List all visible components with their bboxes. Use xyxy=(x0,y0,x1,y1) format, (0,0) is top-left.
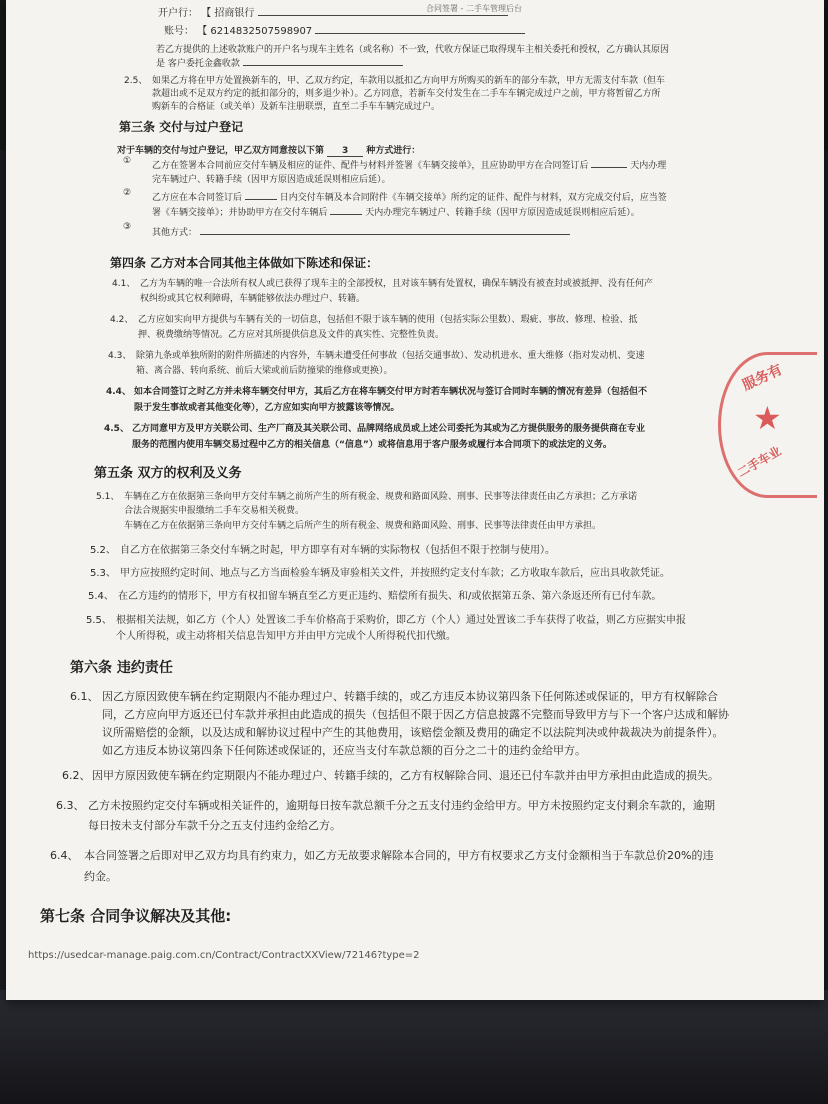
bank-name-blank xyxy=(258,15,508,16)
clause-6-4-line-2: 约金。 xyxy=(84,870,117,883)
option-3-text: 其他方式： xyxy=(152,228,198,238)
clause-2-5-num: 2.5、 xyxy=(124,76,148,86)
clause-2-5-line-1: 如果乙方将在甲方处置换新车的，甲、乙双方约定，车款用以抵扣乙方向甲方所购买的新车的部分车款，甲方无需支付车款（但车 xyxy=(152,76,666,86)
clause-5-3-line-1: 甲方应按照约定时间、地点与乙方当面检验车辆及审验相关文件，并按照约定支付车款；乙方收取车款后，应出具收款凭证。 xyxy=(120,568,670,579)
clause-6-1-num: 6.1、 xyxy=(70,690,99,703)
option-2-blank-1 xyxy=(245,199,277,200)
option-1-tail: 天内办理 xyxy=(630,161,667,171)
clause-4-1-line-1: 乙方为车辆的唯一合法所有权人或已获得了现车主的全部授权，且对该车辆有处置权，确保车辆没有被查封或被抵押、没有任何产 xyxy=(140,279,654,289)
clause-5-3-num: 5.3、 xyxy=(90,568,116,579)
company-seal-stamp xyxy=(718,352,817,498)
option-2-mark: ② xyxy=(123,188,132,198)
clause-5-1-num: 5.1、 xyxy=(96,492,120,502)
proxy-paragraph-2 xyxy=(156,56,403,69)
clause-4-4-line-1: 如本合同签订之时乙方并未将车辆交付甲方，其后乙方在将车辆交付甲方时若车辆状况与签订合同时车辆的情况有差异（包括但不 xyxy=(134,387,648,397)
bank-name-value: 【 招商银行 xyxy=(201,8,255,19)
clause-5-1-line-2: 合法合规据实申报缴纳二手车交易相关税费。 xyxy=(124,506,305,516)
clause-5-1-line-3: 车辆在乙方在依据第三条向甲方交付车辆之后所产生的所有税金、规费和路面风险、刑事、民事等法律责任由甲方承担。 xyxy=(124,521,602,531)
clause-4-2-num: 4.2、 xyxy=(110,315,134,325)
option-1-mark: ① xyxy=(123,156,132,166)
page-url-footer: https://usedcar-manage.paig.com.cn/Contract/ContractXXView/72146?type=2 xyxy=(28,950,420,961)
clause-5-4-line-1: 在乙方违约的情形下，甲方有权扣留车辆直至乙方更正违约、赔偿所有损失、和/或依据第五条、第六条返还所有已付车款。 xyxy=(118,591,662,602)
stamp-text-top: 服务有 xyxy=(740,361,785,395)
option-3-line xyxy=(152,225,570,238)
clause-4-3-num: 4.3、 xyxy=(108,351,132,361)
section-5-title: 第五条 双方的权利及义务 xyxy=(94,466,242,481)
bank-name-label: 开户行： xyxy=(158,8,198,19)
option-2-blank-2 xyxy=(330,214,362,215)
clause-2-5-line-3: 购新车的合格证（或关单）及新车注册联票，直至二手车车辆完成过户。 xyxy=(152,102,441,112)
clause-4-1-line-2: 权纠纷或其它权利障碍，车辆能够依法办理过户、转籍。 xyxy=(140,294,366,304)
account-label: 账号： xyxy=(164,26,194,37)
account-row xyxy=(164,22,525,37)
proxy-blank xyxy=(243,65,403,66)
option-1-text: 乙方在签署本合同前应交付车辆及相应的证件、配件与材料并签署《车辆交接单》，且应协助甲方在合同签订后 xyxy=(152,161,589,171)
stamp-text-bottom: 二手车业 xyxy=(734,443,784,480)
clause-4-1-num: 4.1、 xyxy=(112,279,136,289)
option-1-line-1 xyxy=(152,158,666,171)
section-3-choice: 3 xyxy=(327,146,363,157)
clause-6-1-line-3: 议所需赔偿的金额，以及达成和解协议过程中产生的其他费用，该赔偿金额及费用的确定不以法院判决或仲裁裁决为前提条件）。 xyxy=(102,726,724,739)
clause-2-5-line-2: 款超出或不足双方约定的抵扣部分的，则多退少补）。乙方同意，若新车交付发生在二手车车辆完成过户之前，甲方将暂留乙方所 xyxy=(152,89,661,99)
clause-5-2-num: 5.2、 xyxy=(90,545,116,556)
clause-5-4-num: 5.4、 xyxy=(88,591,114,602)
proxy-paragraph-1: 若乙方提供的上述收款账户的开户名与现车主姓名（或名称）不一致，代收方保证已取得现车主相关委托和授权，乙方确认其原因 xyxy=(156,45,670,55)
clause-5-2-line-1: 自乙方在依据第三条交付车辆之时起，甲方即享有对车辆的实际物权（包括但不限于控制与使用）。 xyxy=(120,545,555,556)
clause-6-1-line-4: 如乙方违反本协议第四条下任何陈述或保证的，还应当支付车款总额的百分之二十的违约金给甲方。 xyxy=(102,744,586,757)
option-2-text: 乙方应在本合同签订后 xyxy=(152,193,243,203)
clause-6-1-line-2: 同，乙方应向甲方返还已付车款并承担由此造成的损失（包括但不限于因乙方信息披露不完整而导致甲方与下一个客户达成和解协 xyxy=(102,708,729,721)
clause-5-5-line-1: 根据相关法规，如乙方（个人）处置该二手车价格高于采购价，即乙方（个人）通过处置该二手车获得了收益，则乙方应据实申报 xyxy=(116,615,686,626)
clause-6-3-line-1: 乙方未按照约定交付车辆或相关证件的，逾期每日按车款总额千分之五支付违约金给甲方。甲方未按照约定支付剩余车款的，逾期 xyxy=(88,799,715,812)
clause-4-4-line-2: 限于发生事故或者其他变化等），乙方应如实向甲方披露该等情况。 xyxy=(134,403,400,413)
section-3-intro-text: 对于车辆的交付与过户登记，甲乙双方同意按以下第 xyxy=(117,146,325,156)
clause-6-1-line-1: 因乙方原因致使车辆在约定期限内不能办理过户、转籍手续的，或乙方违反本协议第四条下任何陈述或保证的，甲方有权解除合 xyxy=(102,690,718,703)
clause-4-5-num: 4.5、 xyxy=(104,424,129,434)
clause-6-3-num: 6.3、 xyxy=(56,799,85,812)
option-3-blank xyxy=(200,234,570,235)
section-3-intro-tail: 种方式进行： xyxy=(366,146,421,156)
section-3-title: 第三条 交付与过户登记 xyxy=(119,120,244,134)
option-1-line-2: 完车辆过户、转籍手续（因甲方原因造成延误则相应后延）。 xyxy=(152,175,391,185)
bank-name-row xyxy=(158,4,508,19)
desk-surface xyxy=(0,990,828,1104)
section-7-title: 第七条 合同争议解决及其他: xyxy=(40,907,232,925)
clause-4-3-line-2: 箱、离合器、转向系统、前后大梁或前后防撞梁的维修或更换）。 xyxy=(136,366,393,376)
clause-6-4-num: 6.4、 xyxy=(50,849,79,862)
option-1-blank xyxy=(591,167,627,168)
clause-6-4-line-1: 本合同签署之后即对甲乙双方均具有约束力，如乙方无故要求解除本合同的，甲方有权要求乙方支付金额相当于车款总价20%的违 xyxy=(84,849,714,862)
clause-6-3-line-2: 每日按未支付部分车款千分之五支付违约金给乙方。 xyxy=(88,819,341,832)
page-header-banner: 合同签署 - 二手车管理后台 xyxy=(426,4,522,13)
contract-page xyxy=(6,0,824,1000)
clause-6-2-num: 6.2、 xyxy=(62,769,91,782)
clause-4-2-line-2: 押、税费缴纳等情况。乙方应对其所提供信息及文件的真实性、完整性负责。 xyxy=(138,330,445,340)
clause-5-5-line-2: 个人所得税，或主动将相关信息告知甲方并由甲方完成个人所得税代扣代缴。 xyxy=(116,631,456,642)
clause-4-3-line-1: 除第九条或单独所附的附件所描述的内容外，车辆未遭受任何事故（包括交通事故）、发动机进水、重大维修（指对发动机、变速 xyxy=(136,351,645,361)
section-6-title: 第六条 违约责任 xyxy=(70,660,173,676)
clause-4-5-line-1: 乙方同意甲方及甲方关联公司、生产厂商及其关联公司、品牌网络成员或上述公司委托为其或为乙方提供服务的服务提供商在专业 xyxy=(132,424,646,434)
account-value: 【 6214832507598907 xyxy=(197,26,313,37)
clause-4-5-line-2: 服务的范围内使用车辆交易过程中乙方的相关信息（“信息”）或将信息用于客户服务或履行本合同项下的或法定的义务。 xyxy=(132,440,612,450)
proxy-reason: 是 客户委托金鑫收款 xyxy=(156,59,240,69)
option-3-mark: ③ xyxy=(123,222,132,232)
clause-4-2-line-1: 乙方应如实向甲方提供与车辆有关的一切信息，包括但不限于该车辆的使用（包括实际公里数）、瑕疵、事故、修理、检验、抵 xyxy=(138,315,638,325)
account-blank xyxy=(315,33,525,34)
option-2-line-2 xyxy=(152,205,640,218)
option-2-tail: 天内办理完车辆过户、转籍手续（因甲方原因造成延误则相应后延）。 xyxy=(365,208,640,218)
clause-6-2-line-1: 因甲方原因致使车辆在约定期限内不能办理过户、转籍手续的，乙方有权解除合同、退还已付车款并由甲方承担由此造成的损失。 xyxy=(92,769,719,782)
section-4-title: 第四条 乙方对本合同其他主体做如下陈述和保证： xyxy=(110,256,379,270)
option-2-line-1 xyxy=(152,190,667,203)
clause-5-1-line-1: 车辆在乙方在依据第三条向甲方交付车辆之前所产生的所有税金、规费和路面风险、刑事、民事等法律责任由乙方承担；乙方承诺 xyxy=(124,492,638,502)
clause-4-4-num: 4.4、 xyxy=(106,387,131,397)
option-2-text-2: 署《车辆交接单》；并协助甲方在交付车辆后 xyxy=(152,208,328,218)
stamp-star-icon: ★ xyxy=(753,399,782,437)
clause-5-5-num: 5.5、 xyxy=(86,615,112,626)
option-2-text-mid: 日内交付车辆及本合同附件《车辆交接单》所约定的证件、配件与材料，双方完成交付后，应当签 xyxy=(279,193,667,203)
section-3-intro xyxy=(117,143,420,157)
